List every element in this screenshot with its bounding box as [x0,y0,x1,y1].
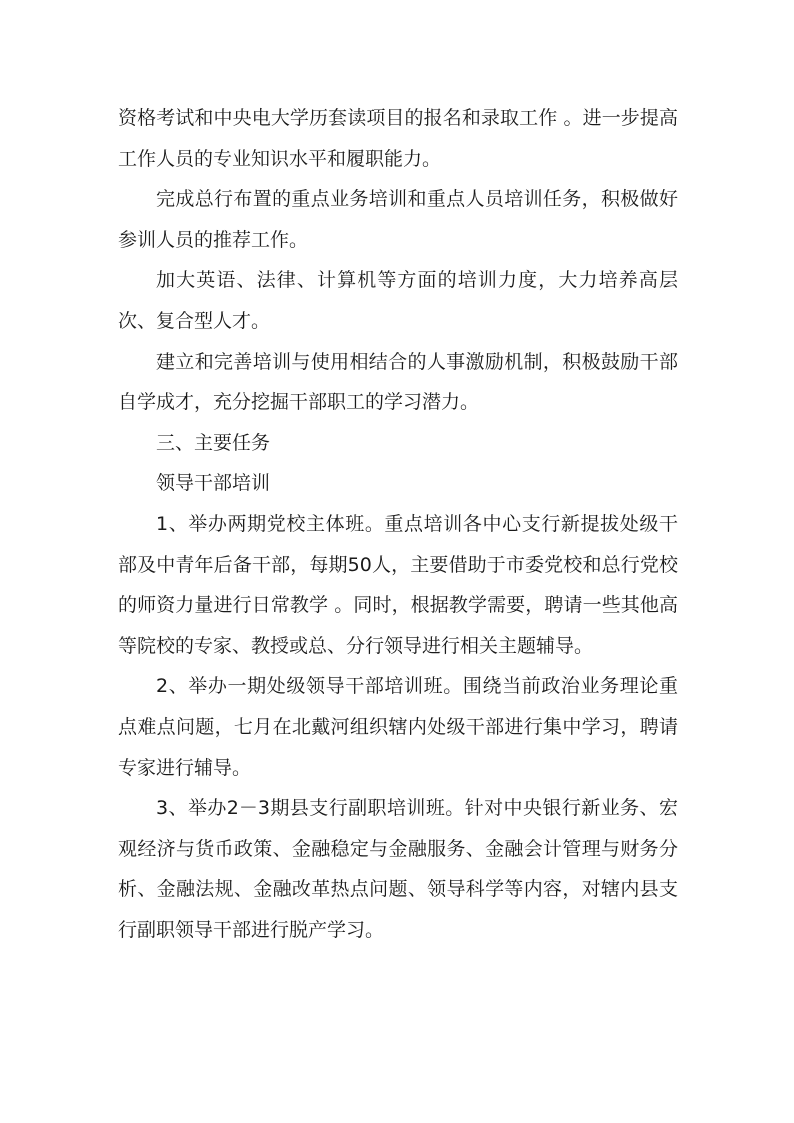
paragraph-incentive-mechanism: 建立和完善培训与使用相结合的人事激励机制，积极鼓励干部自学成才，充分挖掘干部职工的学习潜力。 [118,350,678,414]
subsection-heading-leader-training: 领导干部培训 [156,472,271,495]
paragraph-item-1: 1、举办两期党校主体班。重点培训各中心支行新提拔处级干部及中青年后备干部，每期50人，主要借助于市委党校和总行党校的师资力量进行日常教学 。同时，根据教学需要，聘请一些其他高等院校的专家、教授或总、分行领导进行相关主题辅导。 [118,512,678,657]
paragraph-talent-cultivation: 加大英语、法律、计算机等方面的培训力度，大力培养高层次、复合型人才。 [118,269,678,332]
section-heading-main-tasks: 三、主要任务 [156,431,271,454]
document-body [118,98,678,950]
paragraph-item-2: 2、举办一期处级领导干部培训班。围绕当前政治业务理论重点难点问题，七月在北戴河组织辖内处级干部进行集中学习，聘请专家进行辅导。 [118,675,678,779]
paragraph-item-3: 3、举办2－3期县支行副职培训班。针对中央银行新业务、宏观经济与货币政策、金融稳定与金融服务、金融会计管理与财务分析、金融法规、金融改革热点问题、领导科学等内容，对辖内县支行副职领导干部进行脱产学习。 [118,797,678,941]
paragraph-continuation: 资格考试和中央电大学历套读项目的报名和录取工作 。进一步提高工作人员的专业知识水平和履职能力。 [118,107,678,170]
paragraph-training-tasks: 完成总行布置的重点业务培训和重点人员培训任务，积极做好参训人员的推荐工作。 [118,188,678,251]
